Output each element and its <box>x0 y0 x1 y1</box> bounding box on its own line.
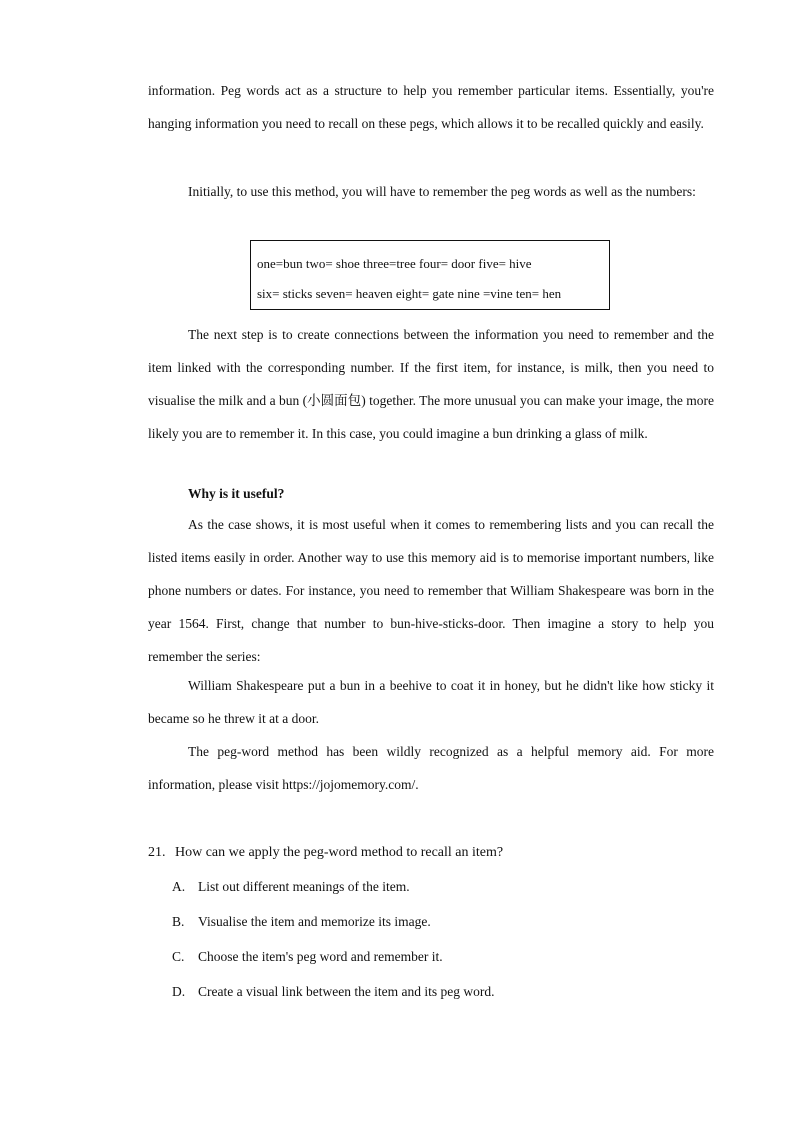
option-letter: A. <box>172 879 186 894</box>
question-text: How can we apply the peg-word method to recall an item? <box>175 845 504 860</box>
question-21 <box>148 843 503 863</box>
option-letter: B. <box>172 914 185 929</box>
peg-word-box <box>250 240 610 310</box>
peg-row-2: six= sticks seven= heaven eight= gate nine =vine ten= hen <box>257 286 562 301</box>
peg-row-1: one=bun two= shoe three=tree four= door five= hive <box>257 256 532 271</box>
option-b[interactable] <box>172 912 431 932</box>
section-heading: Why is it useful? <box>188 486 285 501</box>
option-text: Create a visual link between the item and its peg word. <box>198 984 495 999</box>
option-text: List out different meanings of the item. <box>198 879 410 894</box>
passage-paragraph-1: information. Peg words act as a structure to help you remember particular items. Essentially, you're hanging information you need to recall on these pegs, which allows it to be recalled quickly and easily. <box>148 83 714 131</box>
option-text: Visualise the item and memorize its image. <box>198 914 431 929</box>
passage-paragraph-5: William Shakespeare put a bun in a beehive to coat it in honey, but he didn't like how sticky it became so he threw it at a door. <box>148 678 714 726</box>
passage-paragraph-3: The next step is to create connections between the information you need to remember and the item linked with the corresponding number. If the first item, for instance, is milk, then you need to visualise the milk and a bun (小圆面包) together. The more unusual you can make your image, the more likely you are to remember it. In this case, you could imagine a bun drinking a glass of milk. <box>148 327 714 441</box>
passage-paragraph-6: The peg-word method has been wildly recognized as a helpful memory aid. For more information, please visit https://jojomemory.com/. <box>148 744 714 792</box>
option-letter: C. <box>172 949 185 964</box>
option-c[interactable] <box>172 947 443 967</box>
question-number: 21. <box>148 845 166 860</box>
option-text: Choose the item's peg word and remember it. <box>198 949 443 964</box>
passage-paragraph-4: As the case shows, it is most useful when it comes to remembering lists and you can recall the listed items easily in order. Another way to use this memory aid is to memorise important numbers, like phone numbers or dates. For instance, you need to remember that William Shakespeare was born in the year 1564. First, change that number to bun-hive-sticks-door. Then imagine a story to help you remember the series: <box>148 517 714 664</box>
option-d[interactable] <box>172 982 495 1002</box>
option-a[interactable] <box>172 877 410 897</box>
passage-paragraph-2: Initially, to use this method, you will have to remember the peg words as well as the numbers: <box>188 184 696 199</box>
option-letter: D. <box>172 984 186 999</box>
